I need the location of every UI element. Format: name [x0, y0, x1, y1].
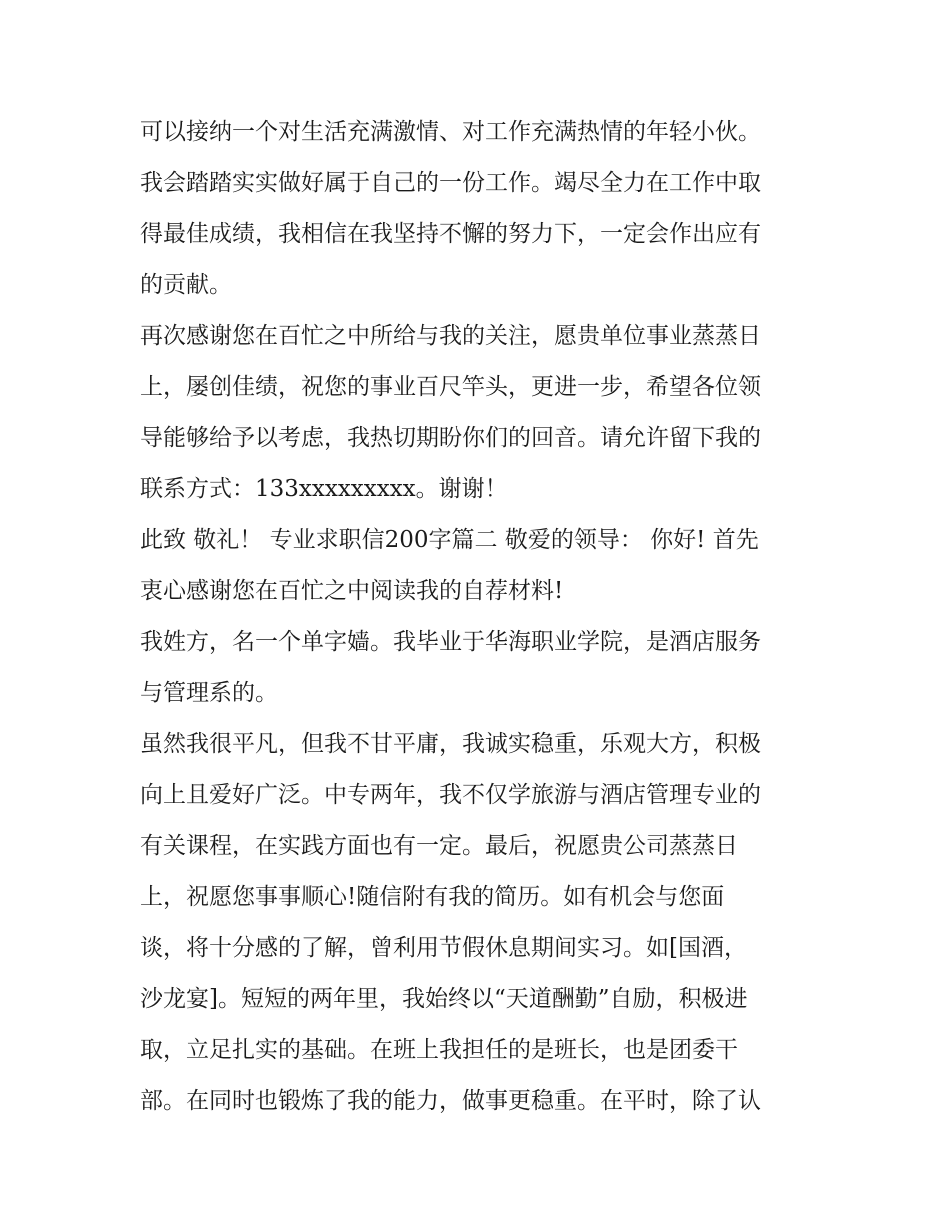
text-line: 上，屡创佳绩，祝您的事业百尺竿头，更进一步，希望各位领 — [140, 374, 761, 400]
text-line: 的贡献。 — [140, 272, 232, 298]
text-line: 向上且爱好广泛。中专两年，我不仅学旅游与酒店管理专业的 — [140, 782, 761, 808]
text-line: 部。在同时也锻炼了我的能力，做事更稳重。在平时，除了认 — [140, 1088, 761, 1114]
text-line: 再次感谢您在百忙之中所给与我的关注，愿贵单位事业蒸蒸日 — [140, 323, 761, 349]
text-line: 上，祝愿您事事顺心!随信附有我的简历。如有机会与您面 — [140, 884, 725, 910]
text-line: 有关课程，在实践方面也有一定。最后，祝愿贵公司蒸蒸日 — [140, 833, 738, 859]
text-line: 我姓方，名一个单字嫱。我毕业于华海职业学院，是酒店服务 — [140, 629, 761, 655]
text-line: 谈，将十分感的了解，曾利用节假休息期间实习。如[国酒， — [140, 935, 747, 961]
text-line: 与管理系的。 — [140, 680, 278, 706]
text-line: 可以接纳一个对生活充满激情、对工作充满热情的年轻小伙。 — [140, 119, 761, 145]
text-line: 联系方式：133xxxxxxxxx。谢谢！ — [140, 476, 508, 502]
text-line: 此致 敬礼！ 专业求职信200字篇二 敬爱的领导： 你好! 首先 — [140, 527, 759, 553]
text-line: 导能够给予以考虑，我热切期盼你们的回音。请允许留下我的 — [140, 425, 761, 451]
document-body — [140, 107, 820, 1127]
text-line: 取，立足扎实的基础。在班上我担任的是班长，也是团委干 — [140, 1037, 738, 1063]
text-line: 我会踏踏实实做好属于自己的一份工作。竭尽全力在工作中取 — [140, 170, 761, 196]
text-line: 沙龙宴]。短短的两年里，我始终以“天道酬勤”自励，积极进 — [140, 986, 748, 1012]
text-line: 虽然我很平凡，但我不甘平庸，我诚实稳重，乐观大方，积极 — [140, 731, 761, 757]
text-line: 得最佳成绩，我相信在我坚持不懈的努力下，一定会作出应有 — [140, 221, 761, 247]
text-line: 衷心感谢您在百忙之中阅读我的自荐材料! — [140, 578, 564, 604]
